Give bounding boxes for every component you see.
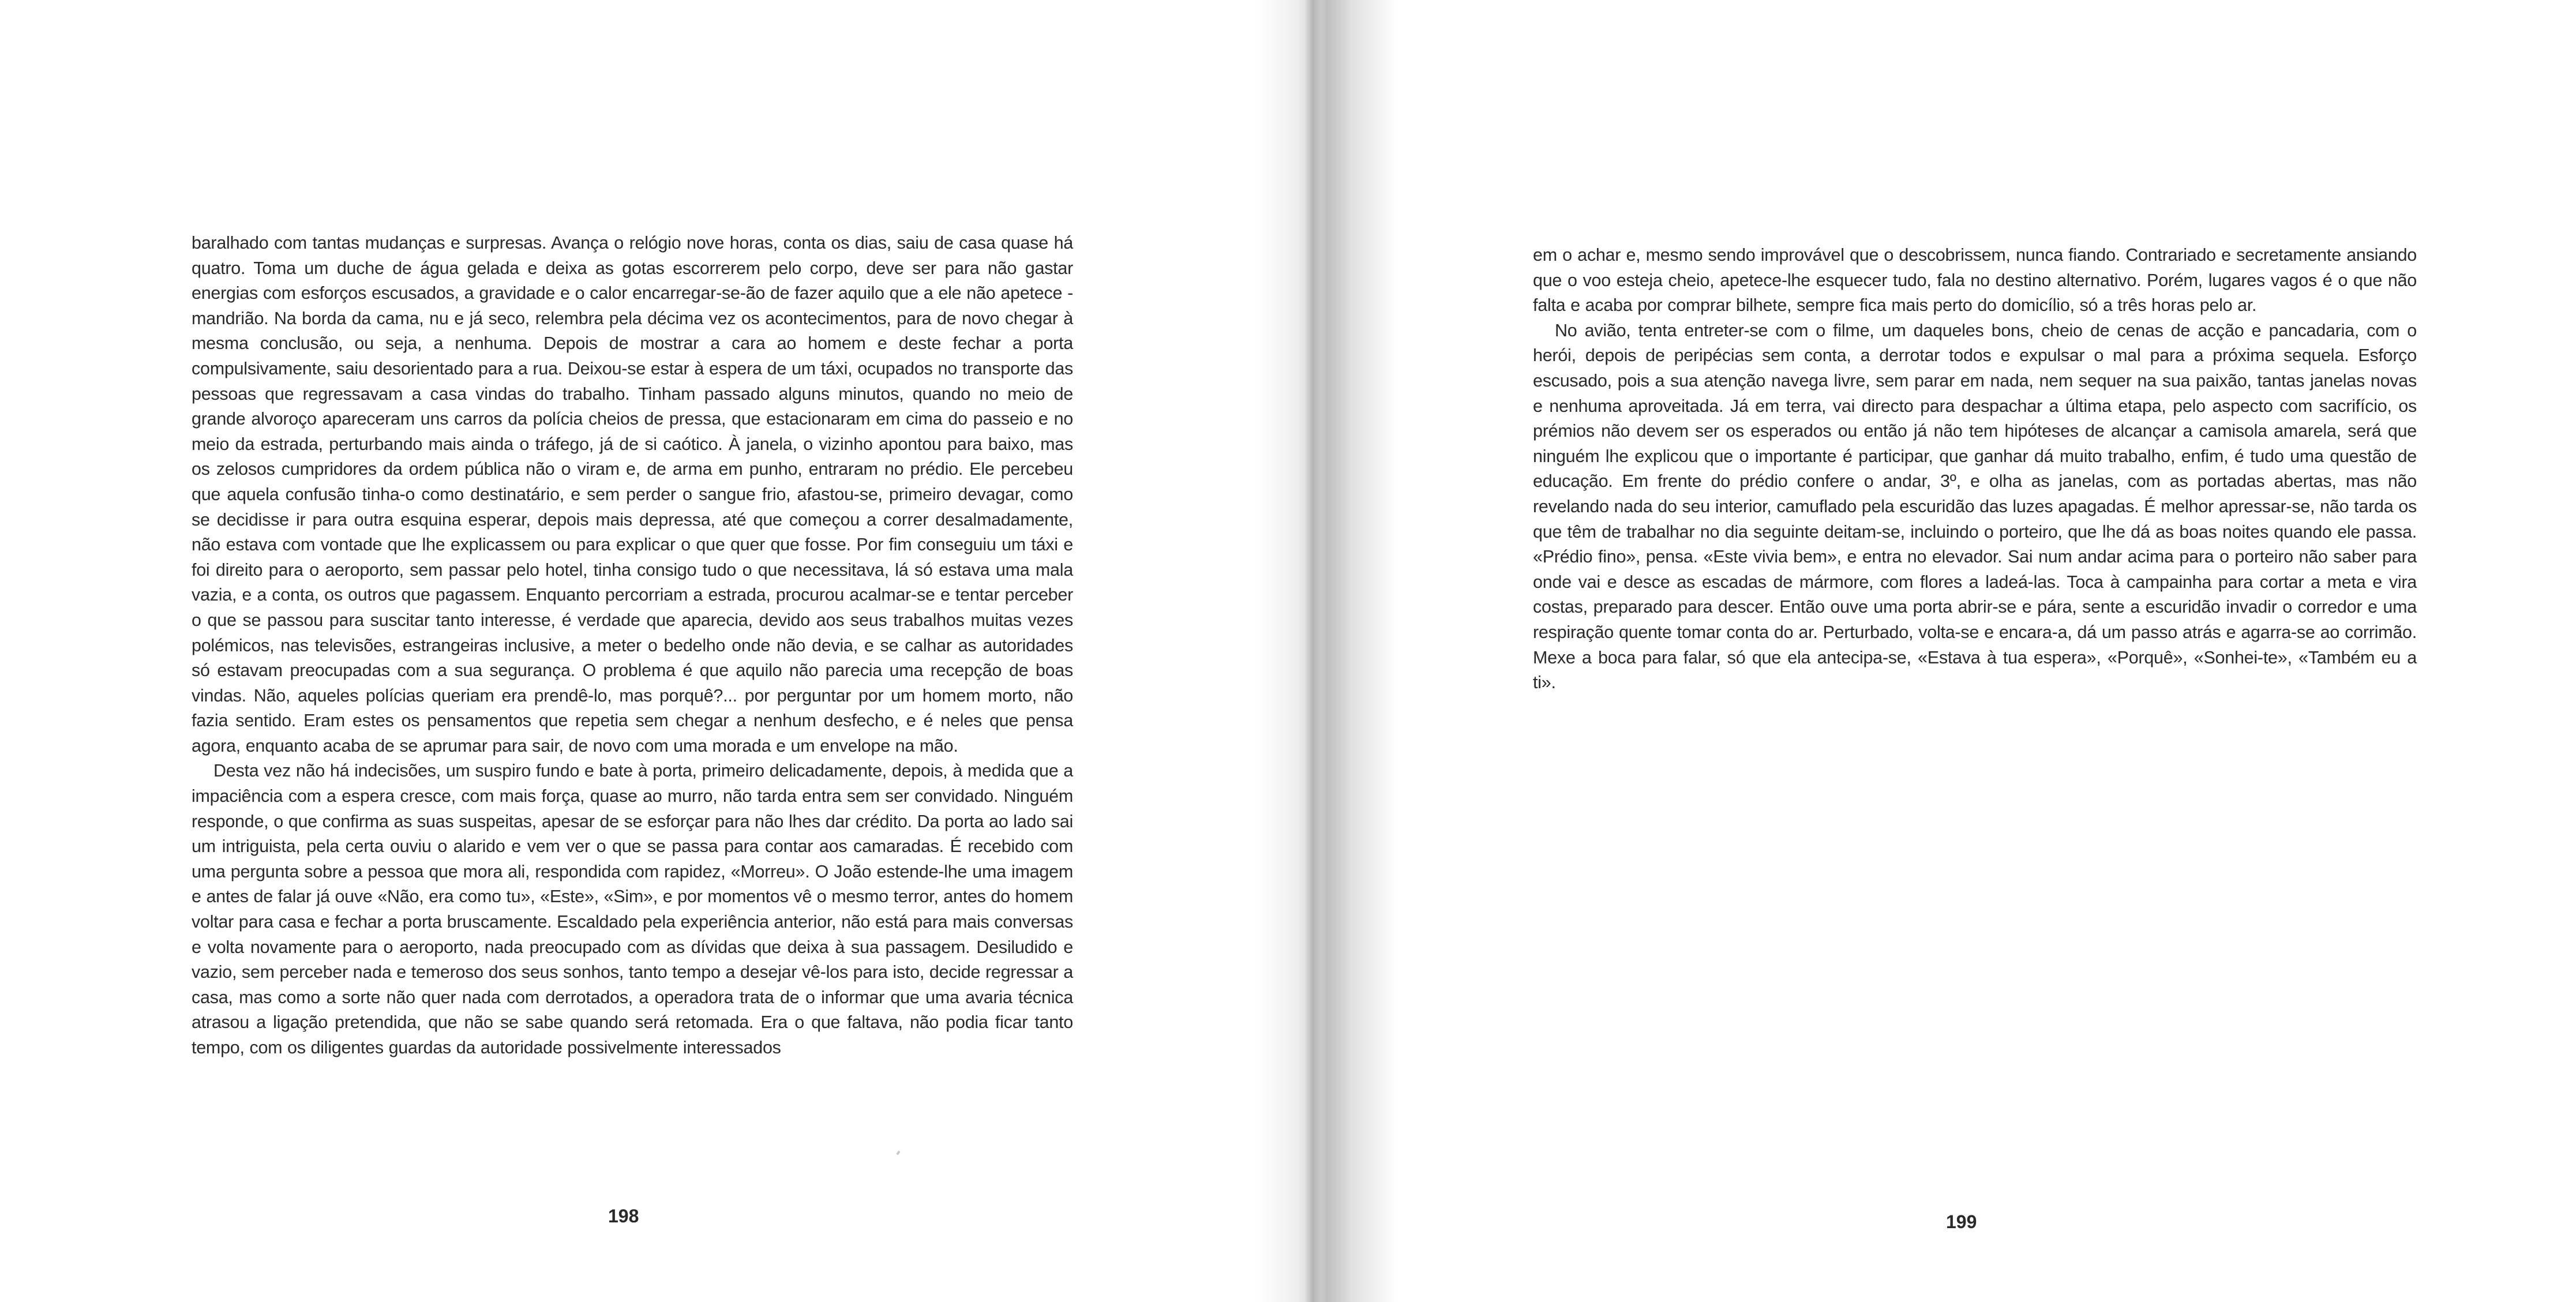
right-page-body bbox=[1533, 243, 2417, 696]
left-page-body bbox=[192, 231, 1073, 1061]
binding-gutter-line bbox=[1305, 0, 1321, 1302]
binding-gutter bbox=[1258, 0, 1396, 1302]
paragraph: Desta vez não há indecisões, um suspiro fundo e bate à porta, primeiro delicadamente, depois, à medida que a impaciência com a espera cresce, com mais força, quase ao murro, não tarda entra sem ser convidado. Ninguém responde, o que confirma as suas suspeitas, apesar de se esforçar para não lhes dar crédito. Da porta ao lado sai um intriguista, pela certa ouviu o alarido e vem ver o que se passa para contar aos camaradas. É recebido com uma pergunta sobre a pessoa que mora ali, respondida com rapidez, «Morreu». O João estende-lhe uma imagem e antes de falar já ouve «Não, era como tu», «Este», «Sim», e por momentos vê o mesmo terror, antes do homem voltar para casa e fechar a porta bruscamente. Escaldado pela experiência anterior, não está para mais conversas e volta novamente para o aeroporto, nada preocupado com as dívidas que deixa à sua passagem. Desiludido e vazio, sem perceber nada e temeroso dos seus sonhos, tanto tempo a desejar vê-los para isto, decide regressar a casa, mas como a sorte não quer nada com derrotados, a operadora trata de o informar que uma avaria técnica atrasou a ligação pretendida, que não se sabe quando será retomada. Era o que faltava, não podia ficar tanto tempo, com os diligentes guardas da autoridade possivelmente interessados bbox=[192, 761, 1073, 1057]
paragraph: em o achar e, mesmo sendo improvável que o descobrissem, nunca fiando. Contrariado e secretamente ansiando que o voo esteja cheio, apetece-lhe esquecer tudo, fala no destino alternativo. Porém, lugares vagos é o que não falta e acaba por comprar bilhete, sempre fica mais perto do domicílio, só a três horas pelo ar. bbox=[1533, 245, 2417, 316]
page-number: 198 bbox=[608, 1206, 639, 1226]
page-number: 199 bbox=[1946, 1211, 1977, 1232]
paragraph: No avião, tenta entreter-se com o filme, um daqueles bons, cheio de cenas de acção e pancadaria, com o herói, depois de peripécias sem conta, a derrotar todos e expulsar o mal para a próxima sequela. Esforço escusado, pois a sua atenção navega livre, sem parar em nada, nem sequer na sua paixão, tantas janelas novas e nenhuma aproveitada. Já em terra, vai directo para despachar a última etapa, pelo aspecto com sacrifício, os prémios não devem ser os esperados ou então já não tem hipóteses de alcançar a camisola amarela, será que ninguém lhe explicou que o importante é participar, que ganhar dá muito trabalho, enfim, é tudo uma questão de educação. Em frente do prédio confere o andar, 3º, e olha as janelas, com as portadas abertas, mas não revelando nada do seu interior, camuflado pela escuridão das luzes apagadas. É melhor apressar-se, não tarda os que têm de trabalhar no dia seguinte deitam-se, incluindo o porteiro, que lhe dá as boas noites quando ele passa. «Prédio fino», pensa. «Este vivia bem», e entra no elevador. Sai num andar acima para o porteiro não saber para onde vai e desce as escadas de mármore, com flores a ladeá-las. Toca à campainha para cortar a meta e vira costas, preparado para descer. Então ouve uma porta abrir-se e pára, sente a escuridão invadir o corredor e uma respiração quente tomar conta do ar. Perturbado, volta-se e encara-a, dá um passo atrás e agarra-se ao corrimão. Mexe a boca para falar, só que ela antecipa-se, «Estava à tua espera», «Porquê», «Sonhei-te», «Também eu a ti». bbox=[1533, 320, 2417, 693]
paragraph: baralhado com tantas mudanças e surpresas. Avança o relógio nove horas, conta os dias, saiu de casa quase há quatro. Toma um duche de água gelada e deixa as gotas escorrerem pelo corpo, deve ser para não gastar energias com esforços escusados, a gravidade e o calor encarregar-se-ão de fazer aquilo que a ele não apetece - mandrião. Na borda da cama, nu e já seco, relembra pela décima vez os acontecimentos, para de novo chegar à mesma conclusão, ou seja, a nenhuma. Depois de mostrar a cara ao homem e deste fechar a porta compulsivamente, saiu desorientado para a rua. Deixou-se estar à espera de um táxi, ocupados no transporte das pessoas que regressavam a casa vindas do trabalho. Tinham passado alguns minutos, quando no meio de grande alvoroço apareceram uns carros da polícia cheios de pressa, que estacionaram em cima do passeio e no meio da estrada, perturbando mais ainda o tráfego, já de si caótico. À janela, o vizinho apontou para baixo, mas os zelosos cumpridores da ordem pública não o viram e, de arma em punho, entraram no prédio. Ele percebeu que aquela confusão tinha-o como destinatário, e sem perder o sangue frio, afastou-se, primeiro devagar, como se decidisse ir para outra esquina esperar, depois mais depressa, até que começou a correr desalmadamente, não estava com vontade que lhe explicassem ou para explicar o que quer que fosse. Por fim conseguiu um táxi e foi direito para o aeroporto, sem passar pelo hotel, tinha consigo tudo o que necessitava, lá só estava uma mala vazia, e a conta, os outros que pagassem. Enquanto percorriam a estrada, procurou acalmar-se e tentar perceber o que se passou para suscitar tanto interesse, é verdade que aparecia, devido aos seus trabalhos muitas vezes polémicos, nas televisões, estrangeiras inclusive, a meter o bedelho onde não devia, e se calhar as autoridades só estavam preocupadas com a sua segurança. O problema é que aquilo não parecia uma recepção de boas vindas. Não, aqueles polícias queriam era prendê-lo, mas porquê?... por perguntar por um homem morto, não fazia sentido. Eram estes os pensamentos que repetia sem chegar a nenhum desfecho, e é neles que pensa agora, enquanto acaba de se aprumar para sair, de novo com uma morada e um envelope na mão. bbox=[192, 233, 1073, 756]
scan-speck bbox=[896, 1150, 900, 1155]
